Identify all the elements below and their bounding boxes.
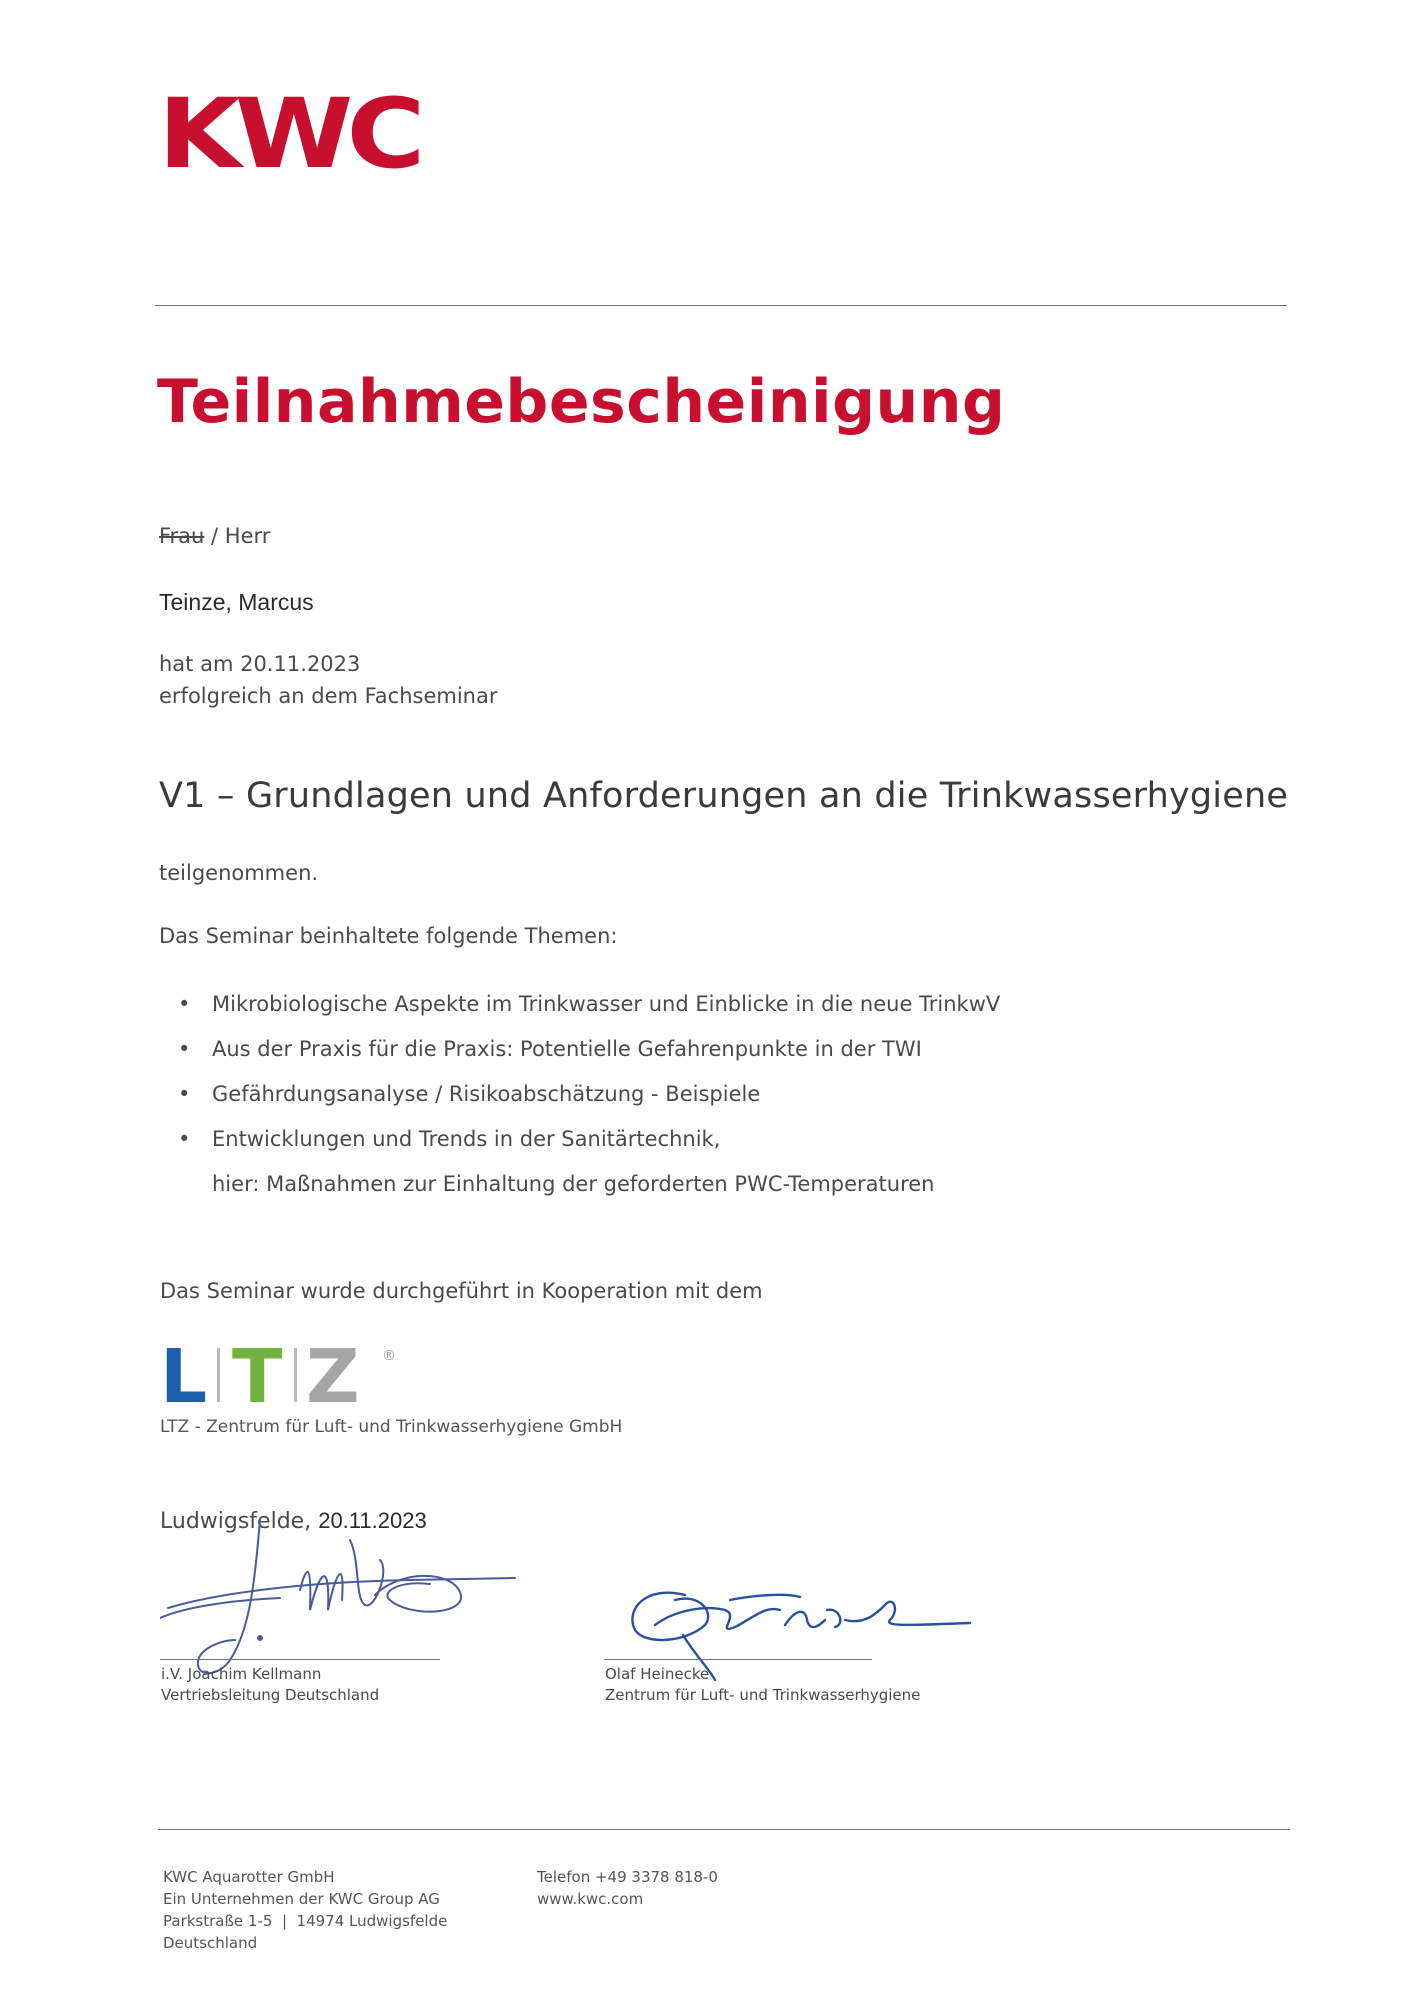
footer-website[interactable]: www.kwc.com bbox=[537, 1890, 644, 1908]
signatory-left bbox=[161, 1664, 379, 1706]
topics-list bbox=[172, 982, 1000, 1207]
signatory-right-name: Olaf Heinecke bbox=[605, 1665, 710, 1683]
signing-date: 20.11.2023 bbox=[318, 1508, 427, 1533]
participated-text: teilgenommen. bbox=[159, 861, 319, 885]
topic-text: Entwicklungen und Trends in der Sanitärtechnik, bbox=[212, 1127, 721, 1151]
list-item bbox=[172, 1117, 1000, 1207]
list-item bbox=[172, 982, 1000, 1027]
list-item bbox=[172, 1072, 1000, 1117]
topic-text: Aus der Praxis für die Praxis: Potentielle Gefahrenpunkte in der TWI bbox=[212, 1037, 922, 1061]
footer-line: KWC Aquarotter GmbH bbox=[163, 1868, 335, 1886]
signatory-right bbox=[605, 1664, 920, 1706]
footer-contact bbox=[537, 1866, 718, 1910]
kwc-logo: KWC bbox=[158, 78, 419, 190]
signatory-left-role: Vertriebsleitung Deutschland bbox=[161, 1686, 380, 1704]
seminar-title: V1 – Grundlagen und Anforderungen an die Trinkwasserhygiene bbox=[159, 776, 1289, 816]
salutation-struck: Frau bbox=[159, 524, 205, 548]
footer-company bbox=[163, 1866, 447, 1954]
ltz-logo bbox=[160, 1340, 400, 1410]
bullet-icon: • bbox=[178, 1037, 191, 1061]
place: Ludwigsfelde, bbox=[160, 1509, 319, 1534]
ltz-letter-t: T bbox=[232, 1340, 283, 1410]
signatory-right-role: Zentrum für Luft- und Trinkwasserhygiene bbox=[605, 1686, 921, 1704]
topic-text: Mikrobiologische Aspekte im Trinkwasser und Einblicke in die neue TrinkwV bbox=[212, 992, 1001, 1016]
bullet-icon: • bbox=[178, 1127, 191, 1151]
bullet-icon: • bbox=[178, 1082, 191, 1106]
ltz-separator bbox=[294, 1348, 297, 1402]
cooperation-line: Das Seminar wurde durchgeführt in Kooperation mit dem bbox=[160, 1279, 763, 1303]
footer-divider bbox=[158, 1829, 1290, 1830]
footer-line: Parkstraße 1-5 | 14974 Ludwigsfelde bbox=[163, 1912, 448, 1930]
ltz-caption: LTZ - Zentrum für Luft- und Trinkwasserhygiene GmbH bbox=[160, 1417, 623, 1437]
topic-continuation: hier: Maßnahmen zur Einhaltung der geforderten PWC-Temperaturen bbox=[212, 1172, 935, 1196]
signature-line-right bbox=[604, 1659, 872, 1660]
document-title: Teilnahmebescheinigung bbox=[157, 367, 1006, 437]
signatory-left-name: i.V. Joachim Kellmann bbox=[161, 1665, 322, 1683]
bullet-icon: • bbox=[178, 992, 191, 1016]
header-divider bbox=[155, 305, 1287, 306]
footer-line: Ein Unternehmen der KWC Group AG bbox=[163, 1890, 440, 1908]
ltz-separator bbox=[217, 1348, 220, 1402]
recipient-name: Teinze, Marcus bbox=[159, 589, 314, 615]
footer-phone: Telefon +49 3378 818-0 bbox=[537, 1868, 718, 1886]
participation-line: erfolgreich an dem Fachseminar bbox=[159, 684, 498, 708]
salutation bbox=[159, 524, 270, 548]
registered-mark: ® bbox=[382, 1348, 396, 1364]
ltz-letter-l: L bbox=[160, 1340, 208, 1410]
salutation-rest: / Herr bbox=[204, 524, 271, 548]
signature-line-left bbox=[160, 1659, 440, 1660]
topics-intro: Das Seminar beinhaltete folgende Themen: bbox=[159, 924, 618, 948]
date-line: hat am 20.11.2023 bbox=[159, 652, 361, 676]
topic-text: Gefährdungsanalyse / Risikoabschätzung - Beispiele bbox=[212, 1082, 761, 1106]
footer-line: Deutschland bbox=[163, 1934, 258, 1952]
ltz-letter-z: Z bbox=[306, 1340, 360, 1410]
list-item bbox=[172, 1027, 1000, 1072]
